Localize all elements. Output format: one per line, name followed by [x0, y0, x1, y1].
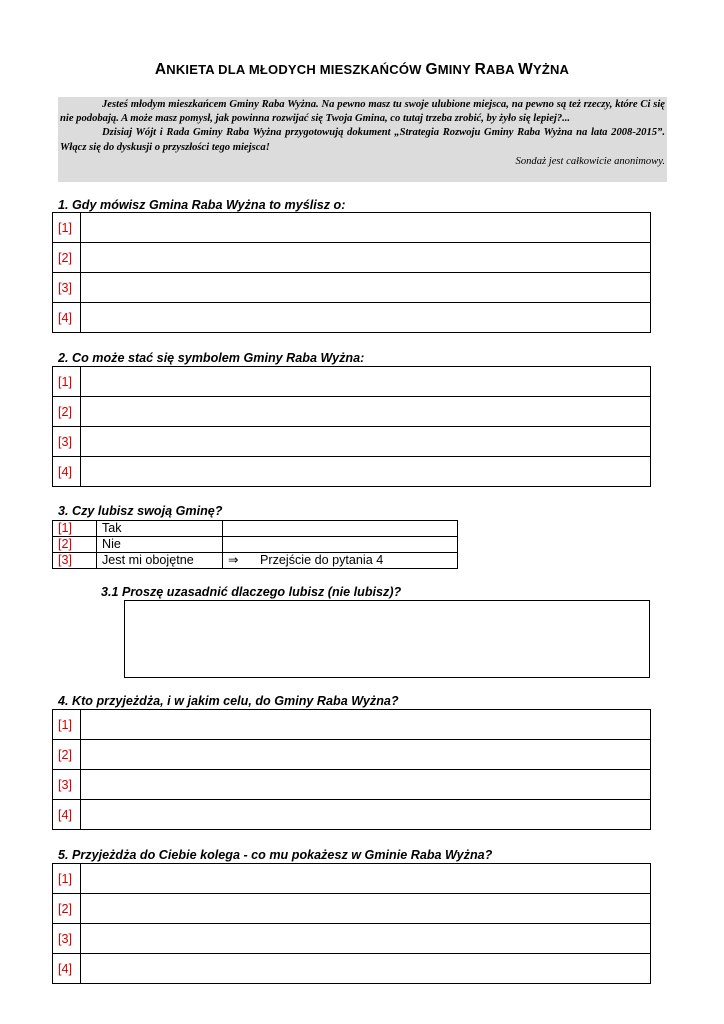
- question-2: 2. Co może stać się symbolem Gminy Raba Wyżna:: [58, 351, 365, 365]
- answer-row: [53, 924, 651, 954]
- answer-row: [53, 457, 651, 487]
- answer-box-q3-1[interactable]: [124, 600, 650, 678]
- choice-extra: [223, 553, 458, 569]
- answer-row: [53, 864, 651, 894]
- question-5: 5. Przyjeżdża do Ciebie kolega - co mu pokażesz w Gminie Raba Wyżna?: [58, 848, 493, 862]
- answer-row: [53, 954, 651, 984]
- answer-number: [2]: [53, 397, 81, 427]
- choice-number: [3]: [53, 553, 97, 569]
- choice-extra: [223, 521, 458, 537]
- answer-number: [2]: [53, 243, 81, 273]
- answer-row: [53, 427, 651, 457]
- answer-number: [3]: [53, 770, 81, 800]
- answer-number: [4]: [53, 800, 81, 830]
- answer-table-q1: [52, 212, 651, 333]
- choice-table-q3: [52, 520, 458, 569]
- arrow-right-icon: ⇒: [228, 553, 239, 567]
- choice-label[interactable]: Tak: [97, 521, 223, 537]
- answer-field[interactable]: [81, 770, 651, 800]
- intro-box: [58, 97, 667, 182]
- answer-number: [1]: [53, 213, 81, 243]
- answer-field[interactable]: [81, 954, 651, 984]
- answer-number: [4]: [53, 457, 81, 487]
- answer-row: [53, 213, 651, 243]
- answer-table-q4: [52, 709, 651, 830]
- question-3-1: 3.1 Proszę uzasadnić dlaczego lubisz (nie lubisz)?: [101, 585, 402, 599]
- answer-field[interactable]: [81, 740, 651, 770]
- intro-paragraph-1: Jesteś młodym mieszkańcem Gminy Raba Wyżna. Na pewno masz tu swoje ulubione miejsca, na pewno są też rzeczy, które Ci się nie podobają. A może masz pomysł, jak powinna rozwijać się Twoja Gmina, co tutaj trzeba zrobić, by żyło się lepiej?...: [60, 99, 665, 125]
- answer-field[interactable]: [81, 457, 651, 487]
- answer-number: [1]: [53, 864, 81, 894]
- skip-instruction: Przejście do pytania 4: [260, 553, 384, 567]
- answer-number: [4]: [53, 954, 81, 984]
- answer-field[interactable]: [81, 924, 651, 954]
- answer-field[interactable]: [81, 273, 651, 303]
- answer-field[interactable]: [81, 213, 651, 243]
- answer-number: [1]: [53, 710, 81, 740]
- choice-number: [2]: [53, 537, 97, 553]
- answer-row: [53, 273, 651, 303]
- answer-number: [3]: [53, 427, 81, 457]
- answer-row: [53, 894, 651, 924]
- choice-row: [53, 537, 458, 553]
- choice-label[interactable]: Nie: [97, 537, 223, 553]
- survey-title: ANKIETA DLA MŁODYCH MIESZKAŃCÓW GMINY RABA WYŻNA: [154, 61, 570, 78]
- choice-extra: [223, 537, 458, 553]
- question-1: 1. Gdy mówisz Gmina Raba Wyżna to myślisz o:: [58, 198, 346, 212]
- answer-row: [53, 367, 651, 397]
- answer-row: [53, 303, 651, 333]
- answer-row: [53, 770, 651, 800]
- answer-number: [2]: [53, 740, 81, 770]
- question-4: 4. Kto przyjeżdża, i w jakim celu, do Gminy Raba Wyżna?: [58, 694, 399, 708]
- answer-row: [53, 397, 651, 427]
- answer-field[interactable]: [81, 397, 651, 427]
- answer-row: [53, 740, 651, 770]
- choice-row: [53, 553, 458, 569]
- answer-field[interactable]: [81, 894, 651, 924]
- answer-field[interactable]: [81, 243, 651, 273]
- choice-number: [1]: [53, 521, 97, 537]
- answer-number: [2]: [53, 894, 81, 924]
- answer-field[interactable]: [81, 864, 651, 894]
- answer-field[interactable]: [81, 710, 651, 740]
- answer-field[interactable]: [81, 367, 651, 397]
- answer-table-q2: [52, 366, 651, 487]
- answer-row: [53, 243, 651, 273]
- question-3: 3. Czy lubisz swoją Gminę?: [58, 504, 223, 518]
- answer-number: [3]: [53, 273, 81, 303]
- answer-row: [53, 710, 651, 740]
- answer-table-q5: [52, 863, 651, 984]
- answer-number: [4]: [53, 303, 81, 333]
- intro-paragraph-2: Dzisiaj Wójt i Rada Gminy Raba Wyżna przygotowują dokument „Strategia Rozwoju Gminy Raba Wyżna na lata 2008-2015”. Włącz się do dyskusji o przyszłości tego miejsca!: [60, 127, 665, 153]
- choice-row: [53, 521, 458, 537]
- answer-number: [3]: [53, 924, 81, 954]
- answer-field[interactable]: [81, 427, 651, 457]
- choice-label[interactable]: Jest mi obojętne: [97, 553, 223, 569]
- answer-field[interactable]: [81, 303, 651, 333]
- answer-row: [53, 800, 651, 830]
- answer-field[interactable]: [81, 800, 651, 830]
- answer-number: [1]: [53, 367, 81, 397]
- intro-anonymous-note: Sondaż jest całkowicie anonimowy.: [515, 155, 665, 167]
